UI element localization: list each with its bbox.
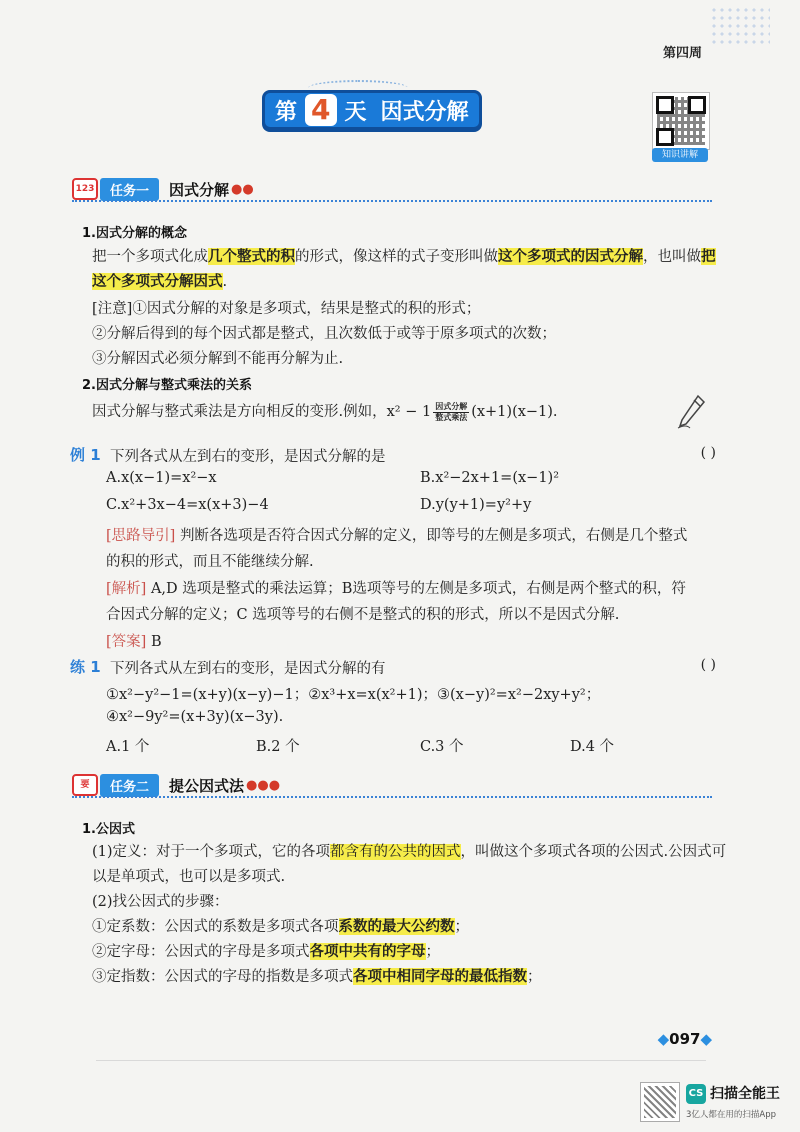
option-b: B.x²−2x+1=(x−1)² bbox=[420, 470, 560, 486]
practice-option-b: B.2 个 bbox=[256, 739, 300, 755]
note-line3: ③分解因式必须分解到不能再分解为止. bbox=[92, 351, 344, 367]
difficulty-icon: ●●● bbox=[246, 777, 281, 793]
concept-line2: 这个多项式分解因式. bbox=[92, 273, 228, 290]
arrow-fraction: $\frac{\text{因式分解}}{\text{整式乘法}}$ bbox=[435, 401, 468, 422]
task2-divider bbox=[72, 796, 712, 798]
title-topic: 因式分解 bbox=[380, 99, 469, 125]
step-2: ②定字母：公因式的字母是多项式各项中共有的字母； bbox=[92, 943, 440, 960]
practice-option-a: A.1 个 bbox=[106, 739, 150, 755]
step-1: ①定系数：公因式的系数是多项式各项系数的最大公约数； bbox=[92, 918, 469, 935]
task2-name: 提公因式法 bbox=[169, 776, 245, 795]
practice-items-2: ④x²−9y²=(x+3y)(x−3y). bbox=[106, 709, 284, 725]
step-3: ③定指数：公因式的字母的指数是多项式各项中相同字母的最低指数； bbox=[92, 968, 542, 985]
scanner-qr-code[interactable] bbox=[640, 1082, 680, 1122]
practice-option-d: D.4 个 bbox=[570, 739, 615, 755]
task2-icon: 要 bbox=[72, 774, 98, 796]
week-label: 第四周 bbox=[662, 46, 702, 61]
page-number: ◆097◆ bbox=[657, 1030, 712, 1048]
section-heading-3: 1.公因式 bbox=[82, 822, 135, 837]
task1-tag: 任务一 bbox=[100, 178, 159, 201]
task2-header bbox=[72, 774, 280, 796]
analysis-line2: 合因式分解的定义；C 选项等号的右侧不是整式的积的形式，所以不是因式分解. bbox=[106, 607, 620, 623]
lesson-title bbox=[262, 90, 482, 130]
hint-line2: 的积的形式，而且不能继续分解. bbox=[106, 554, 314, 570]
task1-divider bbox=[72, 200, 712, 202]
app-name: 扫描全能王 bbox=[710, 1086, 780, 1102]
concept-line1: 把一个多项式化成几个整式的积的形式，像这样的式子变形叫做这个多项式的因式分解，也叫做把 bbox=[92, 248, 716, 265]
relation-line: 因式分解与整式乘法是方向相反的变形.例如，x² − 1 $\frac{\text{因式分解}}{\text{整式乘法}}$ (x+1)(x−1). bbox=[92, 401, 558, 422]
title-prefix: 第 bbox=[275, 99, 298, 125]
practice-items-1: ①x²−y²−1=(x+y)(x−y)−1；②x³+x=x(x²+1)；③(x−y)²=x²−2xy+y²； bbox=[106, 687, 601, 703]
practice-blank[interactable]: ( ) bbox=[700, 657, 716, 673]
note-line1: [注意]①因式分解的对象是多项式，结果是整式的积的形式； bbox=[92, 301, 481, 317]
qr-code[interactable] bbox=[652, 92, 710, 150]
section-heading-2: 2.因式分解与整式乘法的关系 bbox=[82, 378, 252, 393]
practice-tag: 练 1 bbox=[70, 658, 101, 676]
practice-question: 下列各式从左到右的变形，是因式分解的有 bbox=[110, 661, 386, 677]
practice-option-c: C.3 个 bbox=[420, 739, 464, 755]
steps-title: (2)找公因式的步骤： bbox=[92, 894, 229, 910]
option-a: A.x(x−1)=x²−x bbox=[106, 470, 217, 486]
pencil-icon bbox=[676, 394, 706, 430]
decorative-dots bbox=[710, 6, 770, 46]
footer-divider bbox=[96, 1060, 706, 1061]
note-line2: ②分解后得到的每个因式都是整式，且次数低于或等于原多项式的次数； bbox=[92, 326, 556, 342]
camscanner-logo-icon: CS bbox=[686, 1084, 706, 1104]
definition-line1: (1)定义：对于一个多项式，它的各项都含有的公共的因式，叫做这个多项式各项的公因式.公因式可 bbox=[92, 844, 727, 860]
task2-tag: 任务二 bbox=[100, 774, 159, 797]
option-c: C.x²+3x−4=x(x+3)−4 bbox=[106, 497, 269, 513]
title-suffix: 天 bbox=[344, 99, 367, 125]
task1-header bbox=[72, 178, 254, 200]
definition-line2: 以是单项式，也可以是多项式. bbox=[92, 869, 286, 885]
app-tagline: 3亿人都在用的扫描App bbox=[686, 1110, 777, 1120]
title-box bbox=[262, 90, 482, 130]
task1-icon: 123 bbox=[72, 178, 98, 200]
difficulty-icon: ●● bbox=[231, 181, 254, 197]
answer-line: [答案] B bbox=[106, 634, 162, 650]
answer-blank[interactable]: ( ) bbox=[700, 445, 716, 461]
hint-line1: [思路导引] 判断各选项是否符合因式分解的定义，即等号的左侧是多项式，右侧是几个整式 bbox=[106, 528, 688, 544]
example-question: 下列各式从左到右的变形，是因式分解的是 bbox=[110, 449, 386, 465]
example-tag: 例 1 bbox=[70, 446, 101, 464]
title-number: 4 bbox=[305, 94, 336, 126]
section-heading: 1.因式分解的概念 bbox=[82, 226, 187, 241]
task1-name: 因式分解 bbox=[169, 180, 230, 199]
qr-label: 知识讲解 bbox=[652, 148, 708, 162]
analysis-line1: [解析] A,D 选项是整式的乘法运算；B选项等号的左侧是多项式，右侧是两个整式的积，符 bbox=[106, 581, 686, 597]
option-d: D.y(y+1)=y²+y bbox=[420, 497, 532, 513]
